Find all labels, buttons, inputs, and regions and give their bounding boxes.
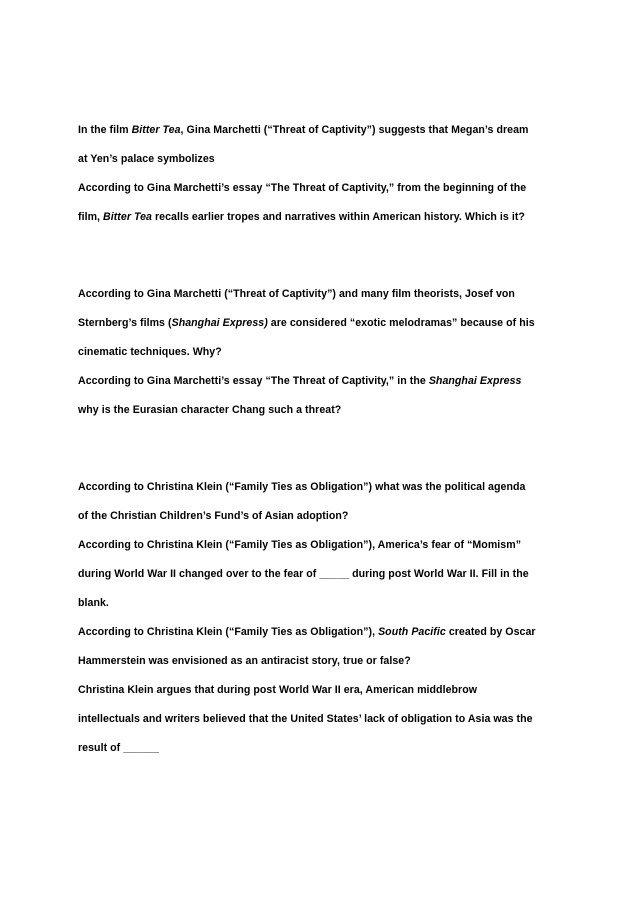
question-2 bbox=[78, 174, 578, 232]
question-6 bbox=[78, 531, 578, 618]
question-4 bbox=[78, 367, 578, 425]
question-line: result of ______ bbox=[78, 742, 159, 754]
question-line: why is the Eurasian character Chang such a threat? bbox=[78, 404, 342, 416]
question-line: In the film Bitter Tea, Gina Marchetti (“Threat of Captivity”) suggests that Megan’s dream bbox=[78, 124, 529, 136]
question-line: According to Christina Klein (“Family Ties as Obligation”), America’s fear of “Momism” bbox=[78, 539, 522, 551]
question-line: According to Gina Marchetti’s essay “The Threat of Captivity,” from the beginning of the bbox=[78, 182, 527, 194]
question-line: intellectuals and writers believed that the United States’ lack of obligation to Asia was the bbox=[78, 713, 533, 725]
film-title: South Pacific bbox=[378, 626, 446, 638]
question-line: According to Christina Klein (“Family Ties as Obligation”) what was the political agenda bbox=[78, 481, 526, 493]
question-5 bbox=[78, 473, 578, 531]
question-1 bbox=[78, 116, 578, 174]
question-7 bbox=[78, 618, 578, 676]
question-line: According to Gina Marchetti’s essay “The Threat of Captivity,” in the Shanghai Express bbox=[78, 375, 522, 387]
film-title: Shanghai Express bbox=[428, 375, 522, 387]
question-3 bbox=[78, 280, 578, 367]
question-8 bbox=[78, 676, 578, 763]
film-title: Bitter Tea bbox=[131, 124, 181, 136]
question-line: According to Gina Marchetti (“Threat of Captivity”) and many film theorists, Josef von bbox=[78, 288, 515, 300]
film-title: Bitter Tea bbox=[103, 211, 152, 223]
question-line: film, Bitter Tea recalls earlier tropes and narratives within American history. Which is it? bbox=[78, 211, 525, 223]
question-line: during World War II changed over to the fear of _____ during post World War II. Fill in the bbox=[78, 568, 529, 580]
question-line: cinematic techniques. Why? bbox=[78, 346, 222, 358]
film-title: Shanghai Express) bbox=[171, 317, 268, 329]
question-line: Sternberg’s films (Shanghai Express) are considered “exotic melodramas” because of his bbox=[78, 317, 535, 329]
question-line: blank. bbox=[78, 597, 109, 609]
question-line: of the Christian Children’s Fund’s of Asian adoption? bbox=[78, 510, 349, 522]
question-line: Christina Klein argues that during post World War II era, American middlebrow bbox=[78, 684, 478, 696]
question-line: at Yen’s palace symbolizes bbox=[78, 153, 215, 165]
question-line: Hammerstein was envisioned as an antiracist story, true or false? bbox=[78, 655, 411, 667]
question-line: According to Christina Klein (“Family Ties as Obligation”), South Pacific created by Oscar bbox=[78, 626, 536, 638]
